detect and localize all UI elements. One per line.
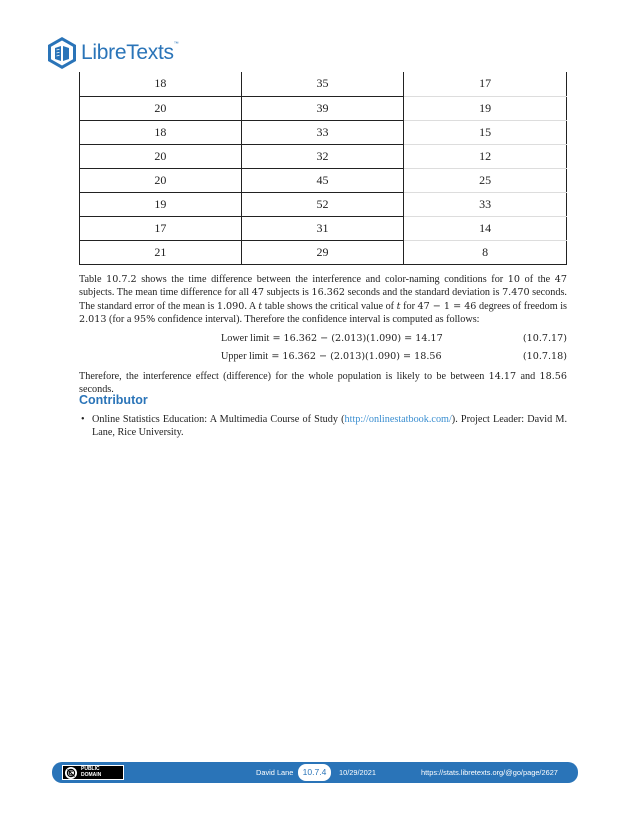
equation-formula: Upper limit = 16.362 − (2.013)(1.090) = 18.56 [221,351,442,362]
table-row [80,168,567,192]
footer-date: 10/29/2021 [339,768,376,777]
table-row [80,96,567,120]
page-number: 10.7.4 [298,764,331,781]
table-cell: 20 [80,168,242,192]
table-row [80,192,567,216]
table-cell: 15 [404,120,567,144]
table-cell: 39 [241,96,404,120]
contributor-heading: Contributor [79,393,148,407]
libretexts-logo-icon [46,36,78,70]
table-row [80,216,567,240]
table-cell: 18 [80,120,242,144]
bullet-icon: • [81,414,85,425]
data-table [79,72,567,265]
table-cell: 12 [404,144,567,168]
table-cell: 32 [241,144,404,168]
table-cell: 21 [80,240,242,264]
equation-lower-limit [79,333,567,349]
table-reference[interactable]: 10.7.2 [106,274,137,285]
public-domain-badge[interactable] [62,765,124,780]
table-cell: 19 [404,96,567,120]
table-row [80,72,567,96]
logo-trademark: ™ [173,41,179,47]
table-cell: 35 [241,72,404,96]
logo-text: LibreTexts [81,41,174,64]
page-footer [52,762,578,783]
public-domain-icon [65,767,77,779]
table-cell: 17 [404,72,567,96]
table-cell: 14 [404,216,567,240]
equation-number: (10.7.18) [522,351,567,362]
contributor-list [79,413,567,440]
footer-url[interactable]: https://stats.libretexts.org/@go/page/2627 [421,768,558,777]
table-cell: 31 [241,216,404,240]
table-row [80,144,567,168]
paragraph-conclusion: Therefore, the interference effect (difference) for the whole population is likely to be between 14.17 and 18.56 seconds. [79,371,567,396]
footer-author: David Lane [256,768,294,777]
table-cell: 29 [241,240,404,264]
equation-upper-limit [79,351,567,367]
libretexts-logo[interactable] [46,36,179,70]
paragraph-confidence-interval: Table 10.7.2 shows the time difference between the interference and color-naming conditions for 10 of the 47 subjects. The mean time difference for all 47 subjects is 16.362 seconds and the standard deviation is 7.470 seconds. The standard error of the mean is 1.090. A t table shows the critical value of t for 47 − 1 = 46 degrees of freedom is 2.013 (for a 95% confidence interval). Therefore the confidence interval is computed as follows: [79,274,567,326]
table-cell: 52 [241,192,404,216]
public-domain-label: PUBLIC DOMAIN [81,766,102,778]
equation-formula: Lower limit = 16.362 − (2.013)(1.090) = 14.17 [221,333,443,344]
table-row [80,240,567,264]
table-cell: 33 [404,192,567,216]
table-row [80,120,567,144]
table-cell: 45 [241,168,404,192]
table-cell: 18 [80,72,242,96]
onlinestatbook-link[interactable]: http://onlinestatbook.com/ [344,414,452,425]
list-item: • Online Statistics Education: A Multimedia Course of Study (http://onlinestatbook.com/). Project Leader: David M. Lane, Rice University. [81,414,568,439]
table-cell: 8 [404,240,567,264]
table-cell: 20 [80,144,242,168]
equation-number: (10.7.17) [522,333,567,344]
table-cell: 19 [80,192,242,216]
table-cell: 20 [80,96,242,120]
table-cell: 17 [80,216,242,240]
table-cell: 25 [404,168,567,192]
table-cell: 33 [241,120,404,144]
